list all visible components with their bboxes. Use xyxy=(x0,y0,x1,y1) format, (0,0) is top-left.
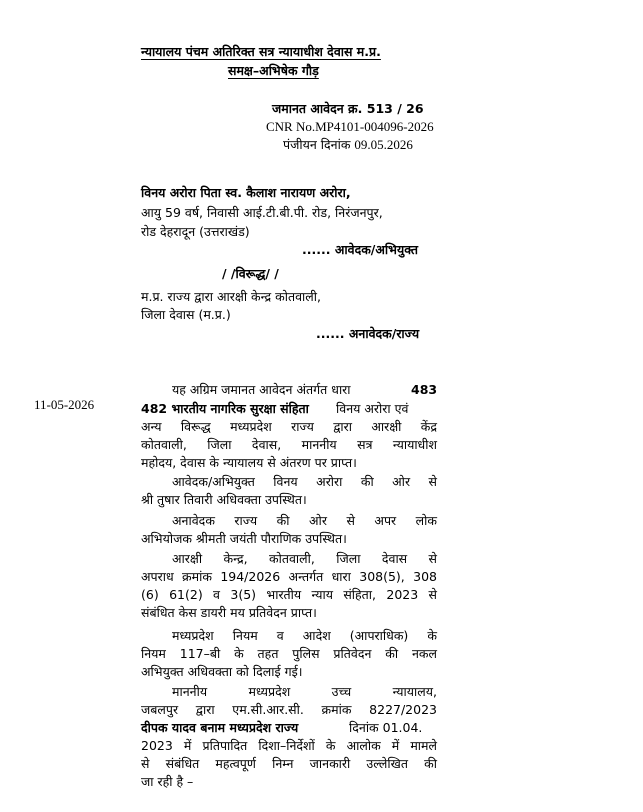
applicant-role: ...... आवेदक/अभियुक्त xyxy=(302,242,419,257)
order-line: श्री तुषार तिवारी अधिवक्ता उपस्थित। xyxy=(141,492,307,507)
order-line: विनय अरोरा एवं xyxy=(336,401,409,416)
order-line: 2023 में प्रतिपादित दिशा–निर्देशों के आलोक में मामले xyxy=(141,738,437,753)
order-line: 482 भारतीय नागरिक सुरक्षा संहिता xyxy=(141,401,309,416)
order-date: 11-05-2026 xyxy=(34,397,95,412)
bail-application-label: जमानत आवेदन क्र. xyxy=(272,101,363,116)
order-line: अभियोजक श्रीमती जयंती पौराणिक उपस्थित। xyxy=(141,531,347,546)
order-line: अनावेदक राज्य की ओर से अपर लोक xyxy=(172,513,437,528)
applicant-address-line-1: आयु 59 वर्ष, निवासी आई.टी.बी.पी. रोड, निरंजनपुर, xyxy=(141,205,383,220)
order-line: अन्य विरूद्ध मध्यप्रदेश राज्य द्वारा आरक्षी केंद्र xyxy=(141,419,437,434)
respondent-line-1: म.प्र. राज्य द्वारा आरक्षी केन्द्र कोतवाली, xyxy=(141,289,321,304)
registration-value: 09.05.2026 xyxy=(354,137,413,152)
order-line: यह अग्रिम जमानत आवेदन अंतर्गत धारा xyxy=(172,382,351,397)
order-line: मध्यप्रदेश नियम व आदेश (आपराधिक) के xyxy=(172,628,437,643)
order-line: अपराध क्रमांक 194/2026 अन्तर्गत धारा 308(5), 308 xyxy=(141,569,437,584)
order-line: महोदय, देवास के न्यायालय से अंतरण पर प्राप्त। xyxy=(141,455,357,470)
order-line: (6) 61(2) व 3(5) भारतीय न्याय संहिता, 2023 से xyxy=(141,587,437,602)
order-line: संबंधित केस डायरी मय प्रतिवेदन प्राप्त। xyxy=(141,605,317,620)
order-line: आवेदक/अभियुक्त विनय अरोरा की ओर से xyxy=(172,474,437,489)
court-title: न्यायालय पंचम अतिरिक्त सत्र न्यायाधीश देवास म.प्र. xyxy=(141,44,381,59)
cnr-number: CNR No.MP4101-004096-2026 xyxy=(266,119,434,134)
bail-application-number xyxy=(272,101,424,117)
registration-label: पंजीयन दिनांक xyxy=(283,137,351,152)
registration-date xyxy=(283,137,413,153)
applicant-name: विनय अरोरा पिता स्व. कैलाश नारायण अरोरा, xyxy=(141,185,351,200)
versus-heading: / /विरूद्ध/ / xyxy=(222,266,279,281)
order-line: आरक्षी केन्द्र, कोतवाली, जिला देवास से xyxy=(172,551,437,566)
respondent-line-2: जिला देवास (म.प्र.) xyxy=(141,307,231,322)
respondent-role: ...... अनावेदक/राज्य xyxy=(316,326,420,341)
order-line: अभियुक्त अधिवक्ता को दिलाई गई। xyxy=(141,664,303,679)
order-line: जबलपुर द्वारा एम.सी.आर.सी. क्रमांक 8227/2023 xyxy=(141,702,437,717)
applicant-address-line-2: रोड देहरादून (उत्तराखंड) xyxy=(141,224,250,239)
order-line: से संबंधित महत्वपूर्ण निम्न जानकारी उल्लेखित की xyxy=(141,756,437,771)
order-line: माननीय मध्यप्रदेश उच्च न्यायालय, xyxy=(172,684,437,699)
order-line: कोतवाली, जिला देवास, माननीय सत्र न्यायाधीश xyxy=(141,437,437,452)
order-line: दिनांक 01.04. xyxy=(349,720,423,735)
order-line: नियम 117–बी के तहत पुलिस प्रतिवेदन की नकल xyxy=(141,646,437,661)
order-line: दीपक यादव बनाम मध्यप्रदेश राज्य xyxy=(141,720,299,735)
presiding-officer: समक्ष–अभिषेक गौड़ xyxy=(228,63,319,78)
order-line: 483 xyxy=(411,382,438,397)
order-line: जा रही है – xyxy=(141,774,194,789)
bail-application-value: 513 / 26 xyxy=(366,101,424,116)
